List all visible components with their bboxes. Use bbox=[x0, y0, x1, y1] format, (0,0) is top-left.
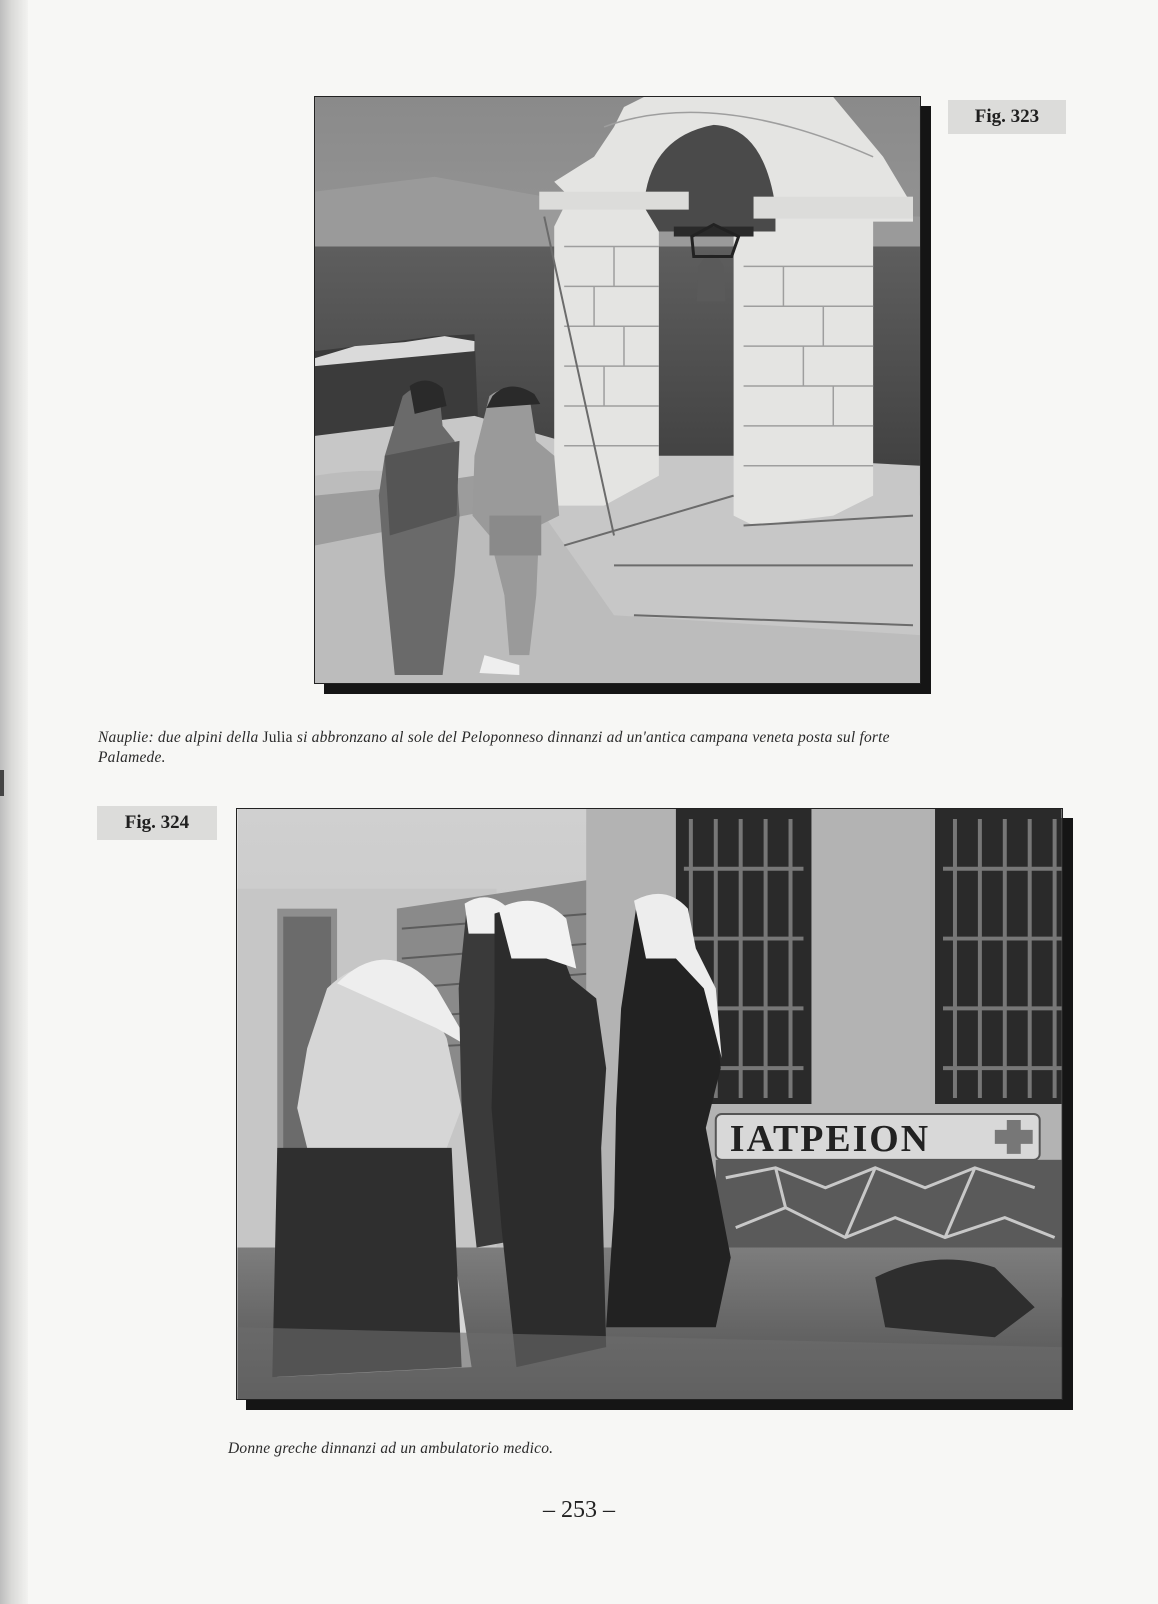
clinic-sign-text: IATPEION bbox=[729, 1117, 931, 1160]
caption-text: Nauplie: due alpini della bbox=[98, 729, 263, 746]
caption-unit-name: Julia bbox=[262, 729, 293, 746]
page-number: – 253 – bbox=[543, 1497, 615, 1523]
page-gutter-shadow bbox=[0, 0, 28, 1604]
figure-323-label: Fig. 323 bbox=[948, 100, 1066, 134]
caption-text: si abbronzano al sole del Peloponneso dinnanzi ad un'antica campana veneta posta sul forte Palamede. bbox=[98, 729, 890, 766]
figure-323-photo bbox=[314, 96, 931, 694]
gutter-mark bbox=[0, 770, 4, 796]
figure-323-caption bbox=[98, 728, 958, 768]
bell-tower-photo bbox=[314, 96, 921, 684]
figure-324-caption: Donne greche dinnanzi ad un ambulatorio medico. bbox=[228, 1440, 554, 1457]
figure-324-photo bbox=[236, 808, 1073, 1410]
figure-324-label: Fig. 324 bbox=[97, 806, 217, 840]
clinic-women-photo bbox=[236, 808, 1063, 1400]
